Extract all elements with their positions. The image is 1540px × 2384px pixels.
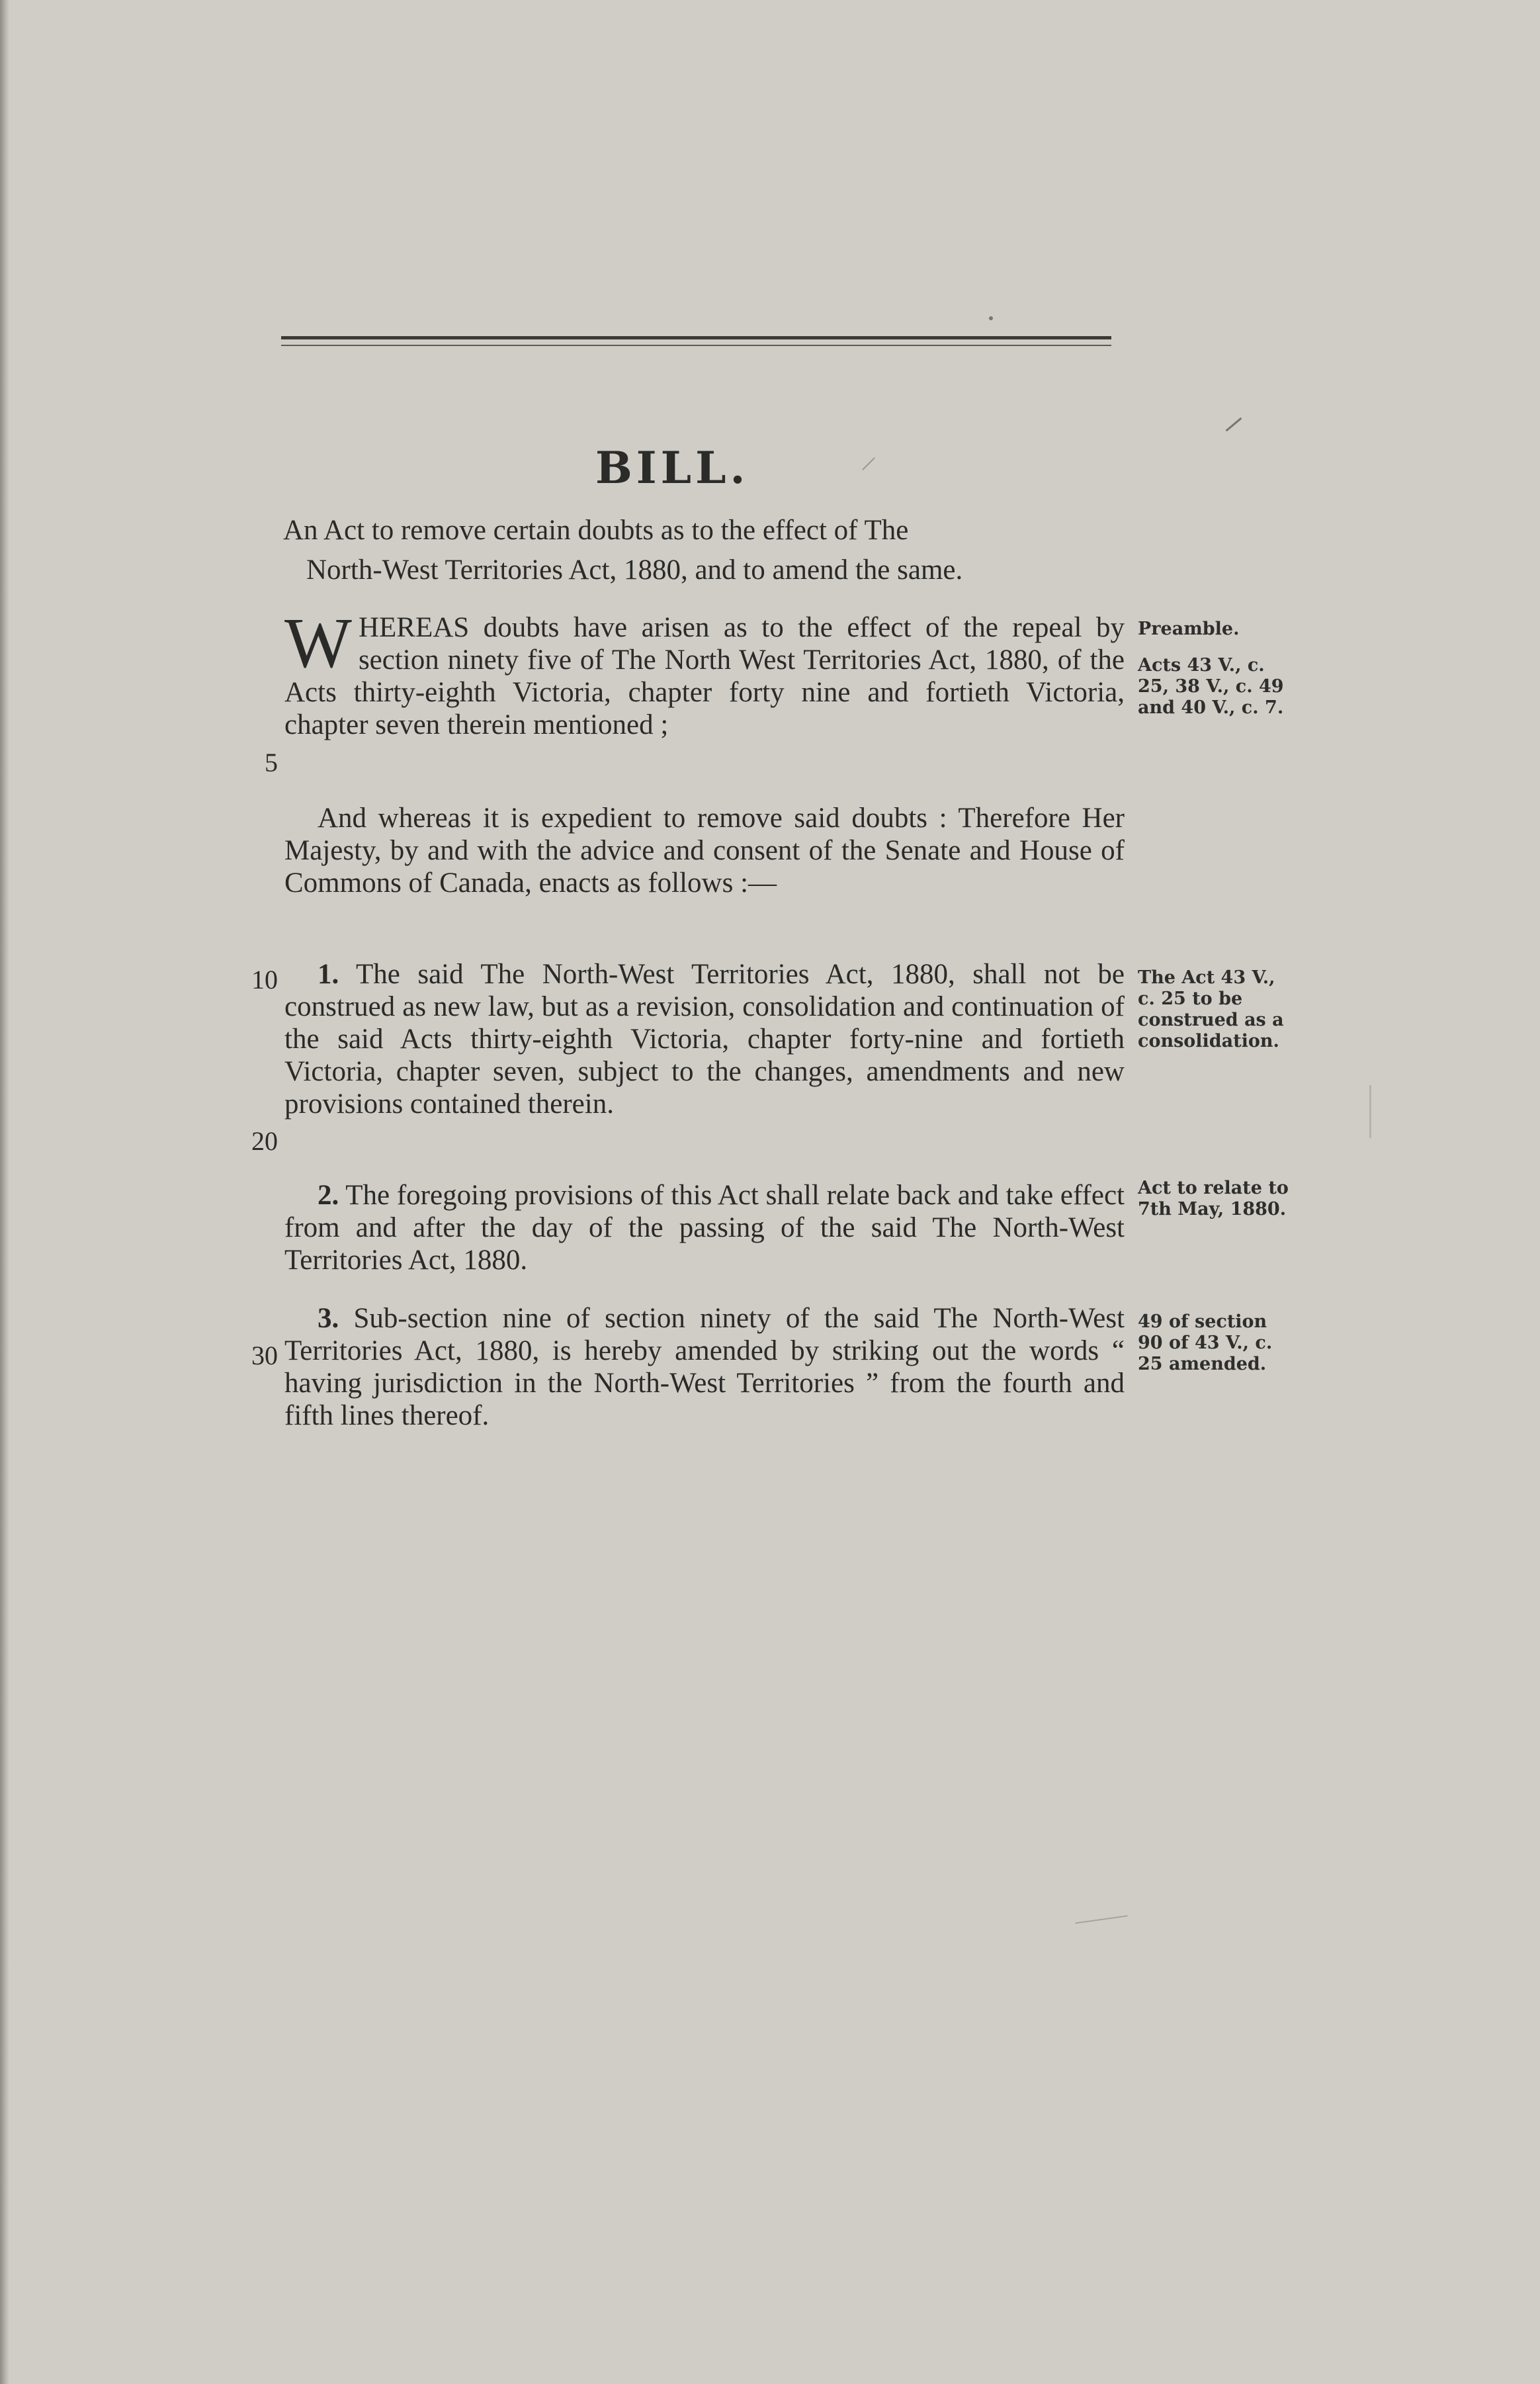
section-1-text: The said The North-West Territories Act, 1880, shall not be construed as new law, but as a revision, consolidation and continuation of the said Acts thirty-eighth Victoria, chapter forty-nine and fortieth Victoria, chapter seven, subject to the changes, amendments and new provisions contained therein. [284,959,1125,1120]
section-2-text: The foregoing provisions of this Act shall relate back and take effect from and after the day of the passing of the said The North-West Territories Act, 1880. [284,1180,1125,1276]
long-title [283,511,1123,590]
line-number: 5 [265,748,278,777]
margin-note-section-1: The Act 43 V., c. 25 to be construed as a consolidation. [1138,967,1284,1051]
preamble-dropcap: W [284,604,352,683]
section-1 [284,958,1125,1120]
preamble-text: HEREAS doubts have arisen as to the effect of the repeal by section ninety five of The North West Territories Act, 1880, of the Acts thirty-eighth Victoria, chapter forty nine and fortieth Victoria, chapter seven therein mentioned ; [284,612,1125,740]
section-3-number: 3. [318,1303,339,1334]
section-1-number: 1. [318,959,339,990]
margin-note-preamble-acts: Acts 43 V., c. 25, 38 V., c. 49 and 40 V., c. 7. [1138,655,1284,718]
page-binding-edge [0,0,9,2384]
paper-mark [1226,418,1242,432]
enacting-clause: And whereas it is expedient to remove said doubts : Therefore Her Majesty, by and with the advice and consent of the Senate and House of Commons of Canada, enacts as follows :— [284,803,1125,899]
long-title-line-2: North-West Territories Act, 1880, and to amend the same. [306,554,963,586]
paper-mark [1369,1085,1371,1138]
long-title-line-1: An Act to remove certain doubts as to the effect of The [283,515,909,546]
bill-title: BILL. [595,442,749,494]
margin-note-section-3: 49 of section 90 of 43 V., c. 25 amended. [1138,1311,1273,1374]
header-rule-thin [281,345,1111,346]
section-3-text: Sub-section nine of section ninety of the said The North-West Territories Act, 1880, is hereby amended by striking out the words “ having jurisdiction in the North-West Territories ” from the fourth and fifth lines thereof. [284,1303,1125,1431]
paper-mark [1075,1915,1127,1923]
line-number: 30 [251,1341,278,1370]
section-2-number: 2. [318,1180,339,1211]
margin-note-section-2: Act to relate to 7th May, 1880. [1138,1178,1289,1219]
margin-note-preamble: Preamble. [1138,619,1240,639]
paper-speck [989,316,993,320]
header-rule [281,336,1111,339]
line-number: 20 [251,1126,278,1156]
paper-mark [862,457,875,470]
section-2 [284,1179,1125,1276]
preamble-paragraph [284,604,1125,741]
section-3 [284,1302,1125,1432]
line-number: 10 [251,965,278,994]
